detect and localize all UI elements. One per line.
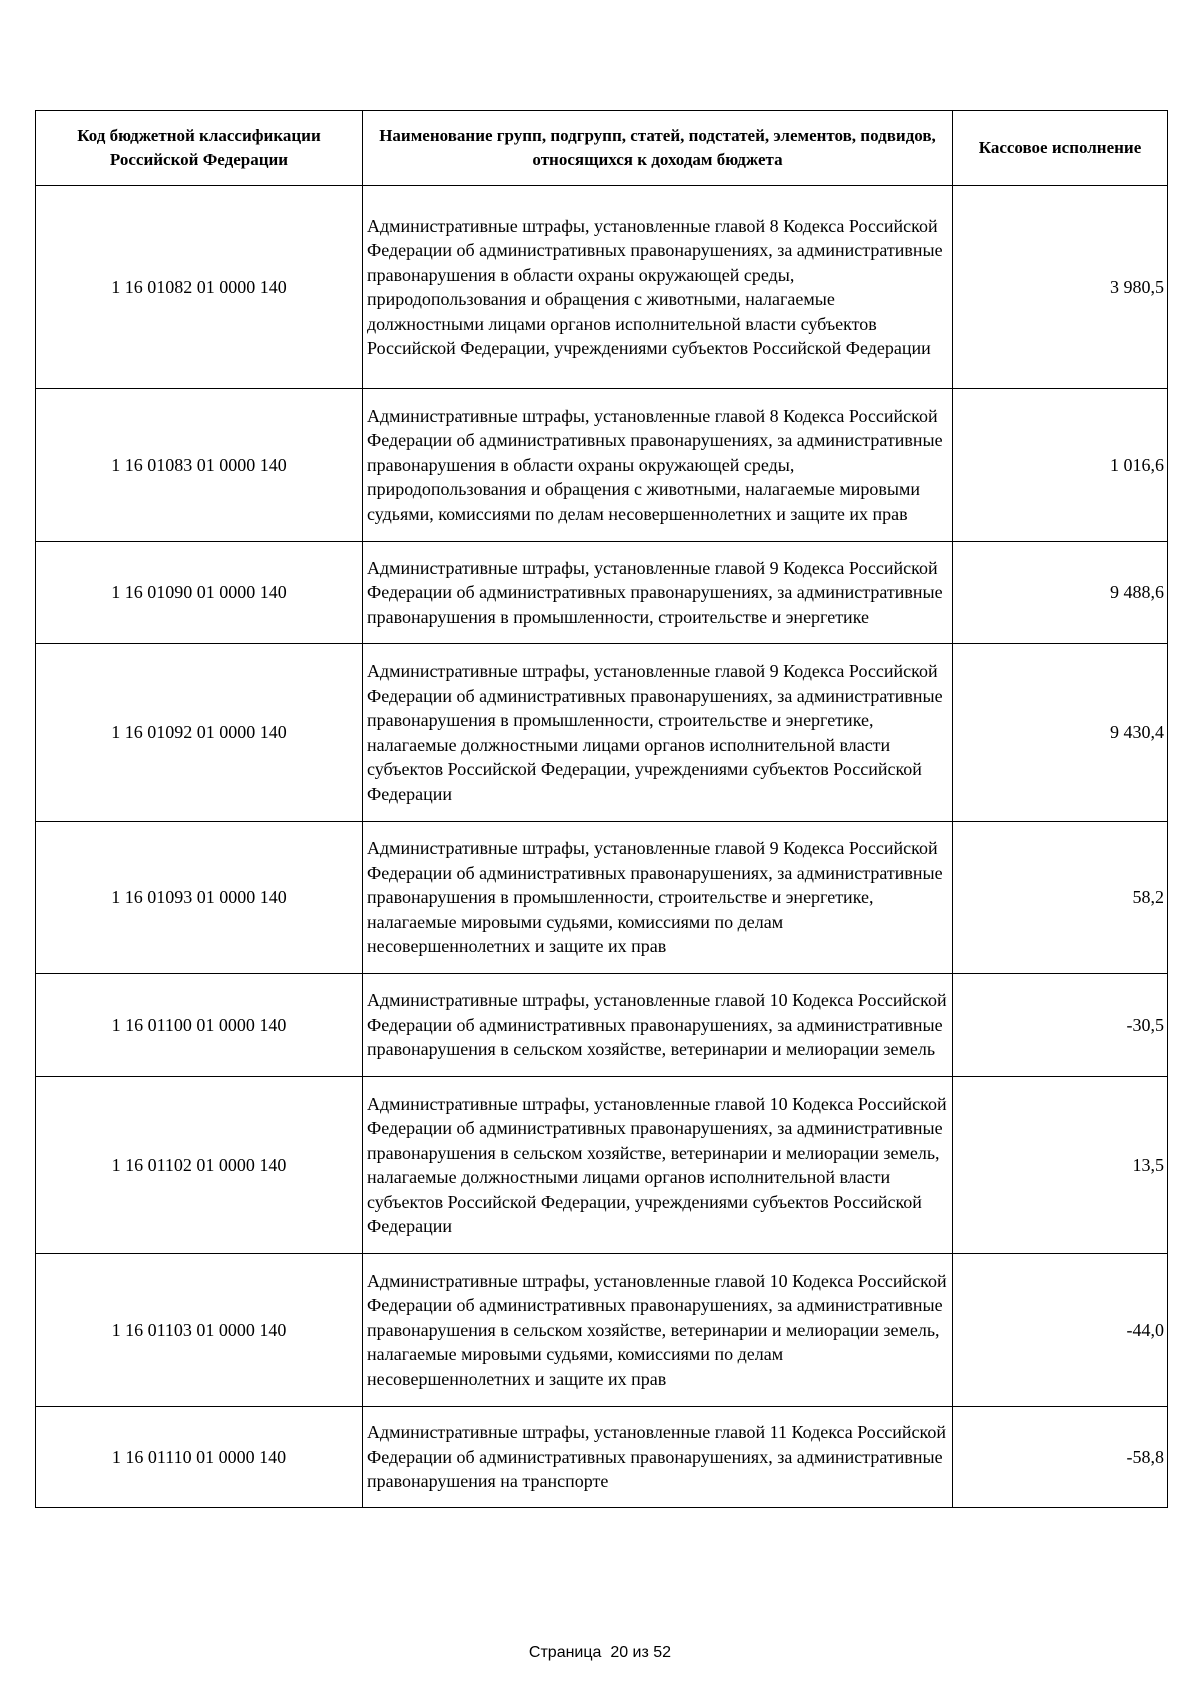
description-cell: Административные штрафы, установленные главой 10 Кодекса Российской Федерации об административных правонарушениях, за административные правонарушения в сельском хозяйстве, ветеринарии и мелиорации земель, налагаемые мировыми судьями, комиссиями по делам несовершеннолетних и защите их прав	[363, 1254, 953, 1407]
header-code: Код бюджетной классификации Российской Федерации	[36, 111, 363, 186]
description-cell: Административные штрафы, установленные главой 8 Кодекса Российской Федерации об административных правонарушениях, за административные правонарушения в области охраны окружающей среды, природопользования и обращения с животными, налагаемые должностными лицами органов исполнительной власти субъектов Российской Федерации, учреждениями субъектов Российской Федерации	[363, 186, 953, 389]
amount-cell: 3 980,5	[953, 186, 1168, 389]
description-cell: Административные штрафы, установленные главой 10 Кодекса Российской Федерации об административных правонарушениях, за административные правонарушения в сельском хозяйстве, ветеринарии и мелиорации земель	[363, 974, 953, 1077]
amount-cell: -30,5	[953, 974, 1168, 1077]
table-header-row	[36, 111, 1168, 186]
amount-cell: 58,2	[953, 822, 1168, 974]
budget-code-cell: 1 16 01110 01 0000 140	[36, 1407, 363, 1508]
page-footer	[0, 1644, 1200, 1662]
header-name: Наименование групп, подгрупп, статей, подстатей, элементов, подвидов, относящихся к доходам бюджета	[363, 111, 953, 186]
budget-code-cell: 1 16 01100 01 0000 140	[36, 974, 363, 1077]
description-cell: Административные штрафы, установленные главой 11 Кодекса Российской Федерации об административных правонарушениях, за административные правонарушения на транспорте	[363, 1407, 953, 1508]
revenue-table	[35, 110, 1168, 1508]
table-row	[36, 542, 1168, 644]
table-row	[36, 186, 1168, 389]
budget-code-cell: 1 16 01082 01 0000 140	[36, 186, 363, 389]
header-amount: Кассовое исполнение	[953, 111, 1168, 186]
budget-code-cell: 1 16 01083 01 0000 140	[36, 389, 363, 542]
amount-cell: 9 430,4	[953, 644, 1168, 822]
budget-code-cell: 1 16 01102 01 0000 140	[36, 1077, 363, 1254]
amount-cell: -58,8	[953, 1407, 1168, 1508]
description-cell: Административные штрафы, установленные главой 9 Кодекса Российской Федерации об административных правонарушениях, за административные правонарушения в промышленности, строительстве и энергетике, налагаемые должностными лицами органов исполнительной власти субъектов Российской Федерации, учреждениями субъектов Российской Федерации	[363, 644, 953, 822]
table-row	[36, 389, 1168, 542]
table-row	[36, 1407, 1168, 1508]
description-cell: Административные штрафы, установленные главой 10 Кодекса Российской Федерации об административных правонарушениях, за административные правонарушения в сельском хозяйстве, ветеринарии и мелиорации земель, налагаемые должностными лицами органов исполнительной власти субъектов Российской Федерации, учреждениями субъектов Российской Федерации	[363, 1077, 953, 1254]
budget-code-cell: 1 16 01103 01 0000 140	[36, 1254, 363, 1407]
page-number: Страница 20 из 52	[528, 1644, 672, 1661]
amount-cell: 13,5	[953, 1077, 1168, 1254]
amount-cell: 9 488,6	[953, 542, 1168, 644]
table-row	[36, 822, 1168, 974]
table-row	[36, 1254, 1168, 1407]
table-row	[36, 1077, 1168, 1254]
description-cell: Административные штрафы, установленные главой 9 Кодекса Российской Федерации об административных правонарушениях, за административные правонарушения в промышленности, строительстве и энергетике	[363, 542, 953, 644]
description-cell: Административные штрафы, установленные главой 9 Кодекса Российской Федерации об административных правонарушениях, за административные правонарушения в промышленности, строительстве и энергетике, налагаемые мировыми судьями, комиссиями по делам несовершеннолетних и защите их прав	[363, 822, 953, 974]
amount-cell: 1 016,6	[953, 389, 1168, 542]
description-cell: Административные штрафы, установленные главой 8 Кодекса Российской Федерации об административных правонарушениях, за административные правонарушения в области охраны окружающей среды, природопользования и обращения с животными, налагаемые мировыми судьями, комиссиями по делам несовершеннолетних и защите их прав	[363, 389, 953, 542]
budget-code-cell: 1 16 01093 01 0000 140	[36, 822, 363, 974]
table-row	[36, 644, 1168, 822]
budget-code-cell: 1 16 01090 01 0000 140	[36, 542, 363, 644]
table-row	[36, 974, 1168, 1077]
amount-cell: -44,0	[953, 1254, 1168, 1407]
budget-code-cell: 1 16 01092 01 0000 140	[36, 644, 363, 822]
